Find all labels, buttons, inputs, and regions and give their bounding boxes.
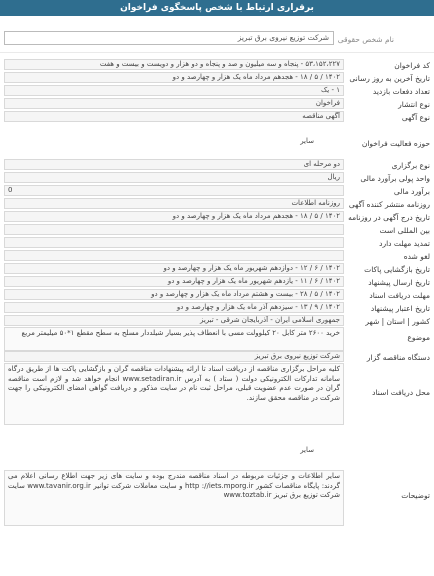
- separator: [0, 52, 434, 53]
- docs-method-label: محل دریافت اسناد: [372, 388, 430, 397]
- visits-label: تعداد دفعات بازدید: [372, 87, 430, 96]
- description-value: سایر اطلاعات و جزئیات مربوطه در اسناد مناقصه مندرج بوده و سایت های زیر جهت اطلاع رسانی اعلام می گردند: پایگاه مناقصات کشور http ://iets.mporg.ir و سایت معاملات شرکت توانیر www.tavanir.org.ir سایت شرکت توزیع برق تبریز www.toztab.ir: [4, 470, 344, 526]
- doc-deadline-label: مهلت دریافت اسناد: [369, 291, 430, 300]
- organizer-label: دستگاه مناقصه گزار: [366, 353, 430, 362]
- newspaper-label: روزنامه منتشر کننده آگهی: [348, 200, 430, 209]
- activity-value: سایر: [300, 137, 314, 145]
- extension-value: [4, 237, 344, 248]
- currency-value: ریال: [4, 172, 344, 183]
- extension-label: تمدید مهلت دارد: [379, 239, 430, 248]
- legal-person-field[interactable]: شرکت توزیع نیروی برق تبریز: [4, 31, 334, 45]
- doc-deadline-value: ۱۴۰۲ / ۵ / ۲۸ - بیست و هشتم مرداد ماه یک هزار و چهارصد و دو: [4, 289, 344, 300]
- currency-label: واحد پولی برآورد مالی: [360, 174, 430, 183]
- cancelled-value: [4, 250, 344, 261]
- docs-method-value: کلیه مراحل برگزاری مناقصه از دریافت اسناد تا ارائه پیشنهادات مناقصه گران و بازگشایی پاکت ها از طریق درگاه سامانه تدارکات الکترونیکی دولت ( ستاد ) به آدرس www.setadiran.ir انجام خواهد شد و لازم است مناقصه گران در صورت عدم عضویت قبلی، مراحل ثبت نام در سایت مذکور و دریافت گواهی امضای الکترونیکی را جهت شرکت در مناقصه محقق سازند.: [4, 363, 344, 425]
- intl-value: [4, 224, 344, 235]
- expiry-value: ۱۴۰۲ / ۶ / ۱۲ - دوازدهم شهریور ماه یک هزار و چهارصد و دو: [4, 263, 344, 274]
- validity-label: تاریخ اعتبار پیشنهاد: [370, 304, 430, 313]
- activity-label: حوزه فعالیت فراخوان: [361, 139, 430, 148]
- location-label: کشور | استان | شهر: [365, 317, 430, 326]
- organizer-value: شرکت توزیع نیروی برق تبریز: [4, 351, 344, 362]
- code-value: ۵۳،۱۵۲،۲۲۷ - پنجاه و سه میلیون و صد و پنجاه و دو هزار و دویست و بیست و هفت: [4, 59, 344, 70]
- subject-value: خرید ۲۶۰۰ متر کابل ۲۰ کیلوولت مسی با انعطاف پذیر بسیار شیلددار مسلح به سطح مقطع ۱*۵۰ میلیمتر مربع: [4, 327, 344, 351]
- ad-type-value: آگهی مناقصه: [4, 111, 344, 122]
- page-header: برقراری ارتباط با شخص پاسخگوی فراخوان: [0, 0, 434, 16]
- newspaper-date-label: تاریخ درج آگهی در روزنامه: [348, 213, 430, 222]
- publish-type-label: نوع انتشار: [398, 100, 430, 109]
- estimate-value: 0: [4, 185, 344, 196]
- legal-person-label: نام شخص حقوقی: [337, 35, 394, 44]
- offer-date-label: تاریخ ارسال پیشنهاد: [368, 278, 430, 287]
- holding-type-label: نوع برگزاری: [391, 161, 430, 170]
- publish-type-value: فراخوان: [4, 98, 344, 109]
- subject-label: موضوع: [407, 333, 430, 342]
- intl-label: بین المللی است: [379, 226, 430, 235]
- last-update-label: تاریخ آخرین به روز رسانی: [349, 74, 430, 83]
- visits-value: ۱ - یک: [4, 85, 344, 96]
- offer-date-value: ۱۴۰۲ / ۶ / ۱۱ - یازدهم شهریور ماه یک هزار و چهارصد و دو: [4, 276, 344, 287]
- validity-value: ۱۴۰۲ / ۹ / ۱۳ - سیزدهم آذر ماه یک هزار و چهارصد و دو: [4, 302, 344, 313]
- last-update-value: ۱۴۰۲ / ۵ / ۱۸ - هجدهم مرداد ماه یک هزار و چهارصد و دو: [4, 72, 344, 83]
- newspaper-value: روزنامه اطلاعات: [4, 198, 344, 209]
- cancelled-label: لغو شده: [403, 252, 430, 261]
- location-value: جمهوری اسلامی ایران - آذربایجان شرقی - تبریز: [4, 315, 344, 326]
- expiry-label: تاریخ بازگشایی پاکات: [364, 265, 430, 274]
- estimate-label: برآورد مالی: [393, 187, 430, 196]
- code-label: کد فراخوان: [394, 61, 430, 70]
- guarantee-value: سایر: [300, 446, 314, 454]
- description-label: توضیحات: [401, 491, 430, 500]
- holding-type-value: دو مرحله ای: [4, 159, 344, 170]
- ad-type-label: نوع آگهی: [401, 113, 430, 122]
- newspaper-date-value: ۱۴۰۲ / ۵ / ۱۸ - هجدهم مرداد ماه یک هزار و چهارصد و دو: [4, 211, 344, 222]
